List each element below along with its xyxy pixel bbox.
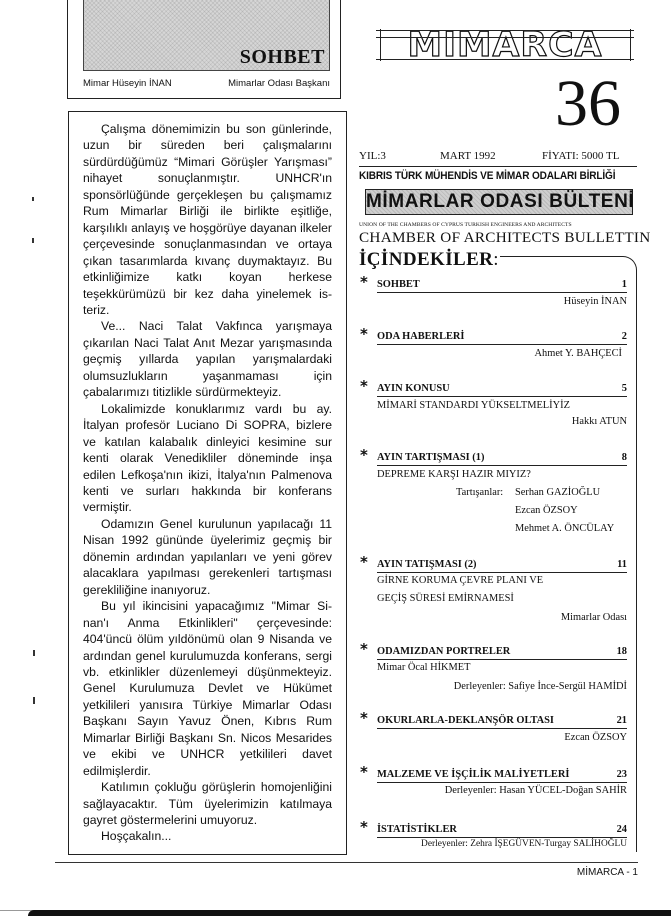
- toc-entry-header: [377, 381, 627, 397]
- toc-entry-header: [377, 329, 627, 345]
- bulletin-title-banner: MİMARLAR ODASI BÜLTENİ: [365, 189, 633, 215]
- toc-entry-header: [377, 713, 627, 729]
- article-paragraph: Hoşçakalın...: [101, 829, 172, 844]
- toc-entry-subtitle: Mimar Öcal HİKMET: [377, 662, 471, 673]
- scan-mark: [32, 238, 34, 243]
- section-header-box: [67, 0, 341, 99]
- page-edge-shadow: [28, 910, 671, 916]
- toc-entry-header: [377, 767, 627, 783]
- toc-entry-page: 11: [617, 559, 627, 570]
- toc-entry-header: [377, 277, 627, 293]
- toc-entry-author: Derleyenler: Safiye İnce-Sergül HAMİDİ: [453, 681, 627, 692]
- toc-entry-header: [377, 450, 627, 466]
- toc-entry-author: Mimarlar Odası: [560, 612, 627, 623]
- bulletin-title-english: CHAMBER OF ARCHITECTS BULLETTIN: [359, 229, 651, 246]
- author-name: Mimar Hüseyin İNAN: [83, 78, 172, 89]
- section-header-panel: [83, 0, 330, 71]
- article-paragraph: Ve... Naci Talat Vakfınca yarışmaya çıkarılan Naci Talat Anıt Mezar yarışmasında geçmiş yıllarda yapılan yarışmalardaki olumsuzlukların yaşanmaması için çabalarımızı titizlikle sürdürmekteyiz.: [83, 319, 332, 400]
- toc-entry-page: 2: [621, 331, 627, 342]
- bullet-asterisk-icon: *: [360, 709, 368, 727]
- toc-entry-page: 21: [616, 715, 627, 726]
- bullet-asterisk-icon: *: [360, 763, 368, 781]
- union-name-turkish: KIBRIS TÜRK MÜHENDİS VE MİMAR ODALARI BİRLİĞİ: [359, 170, 616, 182]
- toc-entry-page: 24: [616, 824, 627, 835]
- toc-entry-title: AYIN KONUSU: [377, 383, 450, 394]
- toc-entry-subtitle: GEÇİŞ SÜRESİ EMİRNAMESİ: [377, 593, 514, 604]
- masthead-rule: [359, 166, 637, 167]
- article-paragraph: Katılımın çokluğu görüşlerin homojenliğini sağlayacaktır. Tüm üyelerimizin katılmaya gayret göstermelerini umuyoruz.: [83, 780, 332, 828]
- volume-label: YIL:3: [359, 150, 386, 162]
- toc-entry-author: Derleyenler: Hasan YÜCEL-Doğan SAHİR: [444, 785, 627, 796]
- toc-entry-subtitle: MİMARİ STANDARDI YÜKSELTMELİYİZ: [377, 400, 570, 411]
- footer-rule: [55, 862, 638, 863]
- mimarca-logo: [376, 27, 634, 63]
- mimarca-logo-text: MIMARCA: [407, 25, 603, 65]
- toc-entry-page: 1: [621, 279, 627, 290]
- toc-entry-title: SOHBET: [377, 279, 420, 290]
- issue-number: 36: [555, 67, 621, 140]
- toc-entry-page: 5: [621, 383, 627, 394]
- toc-entry-subtitle: GİRNE KORUMA ÇEVRE PLANI VE: [377, 575, 544, 586]
- toc-entry-author: Serhan GAZİOĞLU: [515, 487, 601, 498]
- bullet-asterisk-icon: *: [360, 377, 368, 395]
- toc-entry-author: Ahmet Y. BAHÇECİ: [534, 348, 622, 359]
- toc-entry-title: AYIN TARTIŞMASI (1): [377, 452, 485, 463]
- article-paragraph: Odamızın Genel kurulunun yapılacağı 11 Nisan 1992 gününde üyelerimiz geçmiş bir dönemin ardından yapılanları ve yeni görev alacaklara yapılması gerekenleri tartışması gerekliliğine inanıyoruz.: [83, 516, 332, 597]
- bullet-asterisk-icon: *: [360, 818, 368, 836]
- contents-heading: [359, 249, 499, 271]
- toc-entry-author: Ezcan ÖZSOY: [515, 505, 578, 516]
- bullet-asterisk-icon: *: [360, 553, 368, 571]
- toc-entry-subtitle: DEPREME KARŞI HAZIR MIYIZ?: [377, 469, 531, 480]
- toc-entry-author: Derleyenler: Zehra İŞEGÜVEN-Turgay SALİHOĞLU: [421, 839, 627, 849]
- contents-frame: [500, 256, 637, 852]
- contents-heading-text: İÇİNDEKİLER: [359, 249, 494, 270]
- scan-mark: [33, 650, 35, 656]
- toc-entry-header: [377, 644, 627, 660]
- article-paragraph: Çalışma dönemimizin bu son günlerinde, uzun bir süreden beri çalışmalarını sürdürdüğümüz “Mimari Görüşler Yarışması” nihayet sonuçlanmıştır. UNHCR'ın sponsörlüğünde gerçekleşen bu çalışmamız Rum Mimarlar Birliği ile birlikte eşitliğe, karşılıklı anlayış ve hoşgörüye dayanan ilkeler çerçevesinde sonuçlanmasından ve ortaya çıkan tasarımlarda kıvanç duymaktayız. Bu etkinliğimize katkı koyan herkese teşekkürümüzü bir kez daha yinelemek isteriz.: [83, 122, 332, 317]
- editorial-article: [68, 111, 347, 855]
- toc-entry-title: ODA HABERLERİ: [377, 331, 465, 342]
- scan-mark: [32, 197, 34, 201]
- toc-entry-author: Hakkı ATUN: [571, 416, 627, 427]
- bullet-asterisk-icon: *: [360, 640, 368, 658]
- contents-heading-colon: :: [493, 249, 499, 270]
- toc-entry-title: ODAMIZDAN PORTRELER: [377, 646, 511, 657]
- toc-entry-page: 23: [616, 769, 627, 780]
- toc-entry-title: MALZEME VE İŞÇİLİK MALİYETLERİ: [377, 769, 570, 780]
- scan-mark: [33, 697, 35, 704]
- toc-entry-author: Ezcan ÖZSOY: [564, 732, 627, 743]
- toc-entry-title: OKURLARLA-DEKLANŞÖR OLTASI: [377, 715, 554, 726]
- bullet-asterisk-icon: *: [360, 273, 368, 291]
- section-title: SOHBET: [239, 46, 325, 68]
- toc-entry-page: 18: [616, 646, 627, 657]
- author-role: Mimarlar Odası Başkanı: [228, 78, 330, 89]
- article-paragraph: Lokalimizde konuklarımız vardı bu ay. İtalyan profesör Luciano Di SOPRA, bizlere ve katılan kalabalık dinleyici kesimine sur kenti olarak Venedikliler döneminde inşa edilen Lefkoşa'nın ikizi, İtalya'nın Palmenova kenti ve surları hakkında bir konferans vermiştir.: [83, 401, 332, 515]
- toc-entry-author: Hüseyin İNAN: [563, 296, 627, 307]
- toc-entry-author: Mehmet A. ÖNCÜLAY: [515, 523, 615, 534]
- toc-entry-title: AYIN TATIŞMASI (2): [377, 559, 477, 570]
- bullet-asterisk-icon: *: [360, 446, 368, 464]
- issue-date: MART 1992: [440, 150, 496, 162]
- issue-price: FİYATI: 5000 TL: [542, 150, 620, 162]
- toc-entry-header: [377, 822, 627, 838]
- bullet-asterisk-icon: *: [360, 325, 368, 343]
- toc-entry-title: İSTATİSTİKLER: [377, 824, 457, 835]
- toc-entry-page: 8: [621, 452, 627, 463]
- toc-entry-label: Tartışanlar:: [456, 487, 504, 498]
- union-name-english: UNION OF THE CHAMBERS OF CYPRUS TURKISH ENGINEERS AND ARCHITECTS: [359, 222, 572, 228]
- article-paragraph: Bu yıl ikincisini yapacağımız "Mimar Sinan'ı Anma Etkinlikleri" çerçevesinde: 404'üncü ölüm yıldönümü olan 9 Nisanda ve ardından genel kurulumuzda konferans, sergi vb. etkinlikler düzenlemeyi düşünmekteyiz. Genel Kurulumuza Devlet ve Hükümet yetkilileri yanısıra Türkiye Mimarlar Odası Başkanı Sayın Yavuz Önen, Kıbrıs Rum Mimarlar Birliği Başkanı Sn. Nicos Mesarides ve ekibi ve UNHCR yetkilileri davet edilmişlerdir.: [83, 599, 332, 778]
- page-folio: MİMARCA - 1: [576, 867, 638, 878]
- toc-entry-header: [377, 557, 627, 573]
